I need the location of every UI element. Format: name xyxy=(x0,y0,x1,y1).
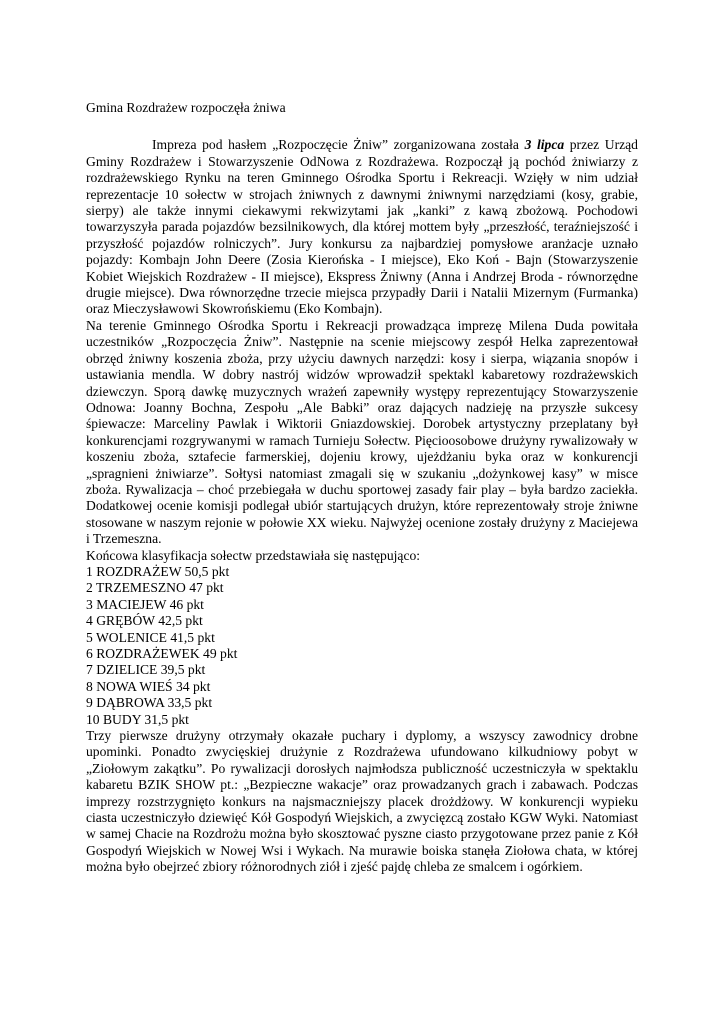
results-list xyxy=(86,564,638,728)
intro-text-before: Impreza pod hasłem „Rozpoczęcie Żniw” zorganizowana została xyxy=(152,137,525,153)
results-item: 9 DĄBROWA 33,5 pkt xyxy=(86,695,213,711)
results-item: 1 ROZDRAŻEW 50,5 pkt xyxy=(86,563,230,579)
results-item: 5 WOLENICE 41,5 pkt xyxy=(86,629,215,645)
event-date: 3 lipca xyxy=(524,137,565,153)
results-item: 6 ROZDRAŻEWEK 49 pkt xyxy=(86,646,238,661)
results-item: 3 MACIEJEW 46 pkt xyxy=(86,596,204,612)
intro-text-after: przez Urząd Gminy Rozdrażew i Stowarzyszenie OdNowa z Rozdrażewa. Rozpoczął ją pochód żniwiarzy z rozdrażewskiego Rynku na teren Gminnego Ośrodka Sportu i Rekreacji. Wzięły w nim udział reprezentacje 10 sołectw w strojach żniwnych z dawnymi żniwnymi narzędziami (kosy, grabie, sierpy) ale także innymi ciekawymi rekwizytami jak „kanki” z kawą zbożową. Pochodowi towarzyszyła parada pojazdów bezsilnikowych, dla której mottem były „przeszłość, teraźniejszość i przyszłość pojazdów rolniczych”. Jury konkursu za najbardziej pomysłowe aranżacje uznało pojazdy: Kombajn John Deere (Zosia Kierońska - I miejsce), Eko Koń - Bajn (Stowarzyszenie Kobiet Wiejskich Rozdrażew - II miejsce), Ekspress Żniwny (Anna i Andrzej Broda - równorzędne drugie miejsce). Dwa równorzędne trzecie miejsca przypadły Darii i Natalii Mizernym (Furmanka) oraz Mieczysławowi Skowrońskiemu (Eko Kombajn). xyxy=(86,137,638,317)
results-item: 2 TRZEMESZNO 47 pkt xyxy=(86,580,224,596)
document-title: Gmina Rozdrażew rozpoczęła żniwa xyxy=(86,100,286,115)
results-item: 4 GRĘBÓW 42,5 pkt xyxy=(86,613,203,629)
intro-paragraph xyxy=(86,137,638,317)
results-intro: Końcowa klasyfikacja sołectw przedstawiała się następująco: xyxy=(86,547,421,563)
results-item: 8 NOWA WIEŚ 34 pkt xyxy=(86,678,211,694)
closing-paragraph: Trzy pierwsze drużyny otrzymały okazałe puchary i dyplomy, a wszyscy zawodnicy drobne upominki. Ponadto zwycięskiej drużynie z Rozdrażewa ufundowano kilkudniowy pobyt w „Ziołowym zakątku”. Po rywalizacji dorosłych najmłodsza publiczność uczestniczyła w spektaklu kabaretu BZIK SHOW pt.: „Bezpieczne wakacje” oraz prowadzanych grach i zabawach. Podczas imprezy rozstrzygnięto konkurs na najsmaczniejszy placek drożdżowy. W konkurencji wypieku ciasta uczestniczyło dziewięć Kół Gospodyń Wiejskich, a zwycięzcą zostało KGW Wyki. Natomiast w samej Chacie na Rozdrożu można było skosztować pyszne ciasto przygotowane przez panie z Kół Gospodyń Wiejskich w Nowej Wsi i Wykach. Na murawie boiska stanęła Ziołowa chata, w której można było obejrzeć zbiory różnorodnych ziół i zjeść pajdę chleba ze smalcem i ogórkiem. xyxy=(86,728,638,875)
results-item: 10 BUDY 31,5 pkt xyxy=(86,711,189,727)
event-paragraph: Na terenie Gminnego Ośrodka Sportu i Rekreacji prowadząca imprezę Milena Duda powitała uczestników „Rozpoczęcia Żniw”. Następnie na scenie miejscowy zespół Helka zaprezentował obrzęd żniwny koszenia zboża, przy użyciu dawnych narzędzi: kosy i sierpa, wiązania snopów i ustawiania mendla. W dobry nastrój widzów wprowadził spektakl kabaretowy rozdrażewskich dziewczyn. Sporą dawkę muzycznych wrażeń zapewniły występy reprezentujący Stowarzyszenie Odnowa: Joanny Bochna, Zespołu „Ale Babki” oraz dających nadzieję na przyszłe sukcesy śpiewacze: Marceliny Pawlak i Wiktorii Gniazdowskiej. Dorobek artystyczny przeplatany był konkurencjami rozgrywanymi w ramach Turnieju Sołectw. Pięcioosobowe drużyny rywalizowały w koszeniu zboża, sztafecie farmerskiej, dojeniu krowy, ujeżdżaniu byka oraz w konkurencji „spragnieni żniwiarze”. Sołtysi natomiast zmagali się w szukaniu „dożynkowej kasy” w misce zboża. Rywalizacja – choć przebiegała w duchu sportowej zasady fair play – była bardzo zaciekła. Dodatkowej ocenie komisji podlegał ubiór startujących drużyn, które reprezentowały stroje żniwne stosowane w naszym rejonie w połowie XX wieku. Najwyżej ocenione zostały drużyny z Maciejewa i Trzemeszna. xyxy=(86,317,638,547)
document-page xyxy=(86,100,638,876)
results-item: 7 DZIELICE 39,5 pkt xyxy=(86,662,206,678)
